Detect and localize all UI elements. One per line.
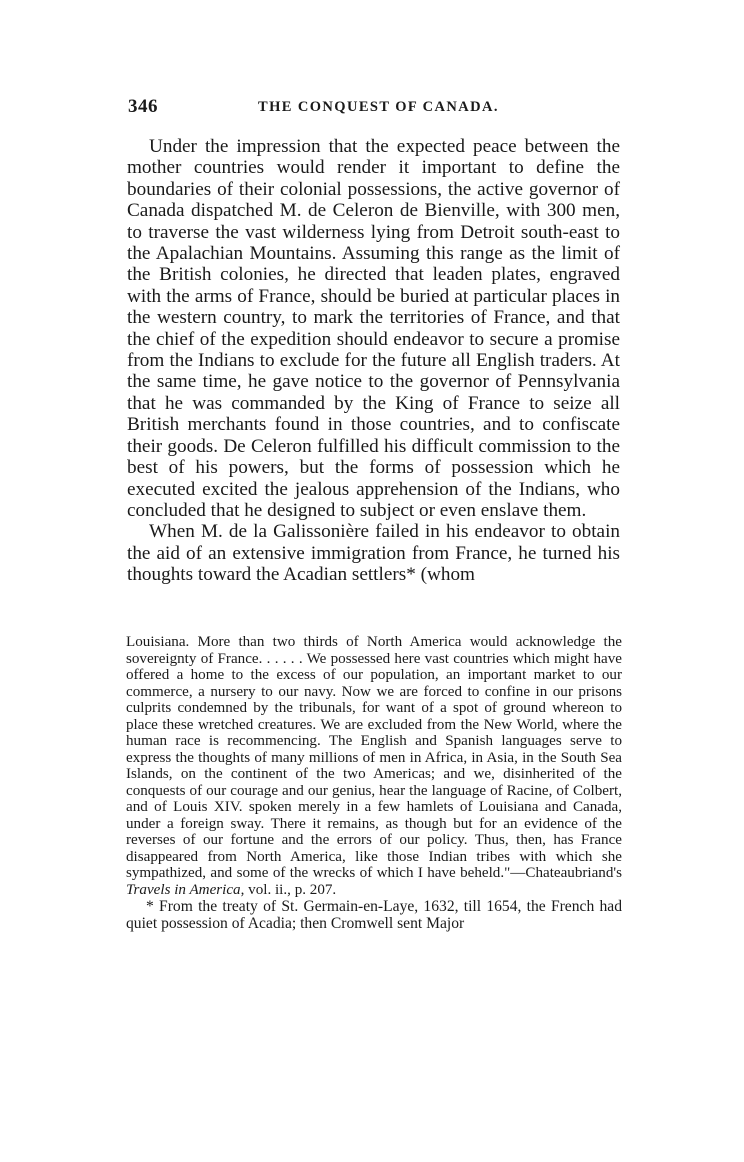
footnote-citation-rest: , vol. ii., p. 207.: [240, 881, 337, 898]
footnote-citation-title: Travels in America: [126, 881, 241, 898]
body-paragraph-1: Under the impression that the expected peace between the mother countries would render it important to define the boundaries of their colonial possessions, the active governor of Canada dispatched M. de Celeron de Bienville, with 300 men, to traverse the vast wilderness lying from Detroit south-east to the Apalachian Mountains. Assuming this range as the limit of the British colonies, he directed that leaden plates, engraved with the arms of France, should be buried at particular places in the western country, to mark the territories of France, and that the chief of the expedition should endeavor to secure a promise from the Indians to exclude for the future all English traders. At the same time, he gave notice to the governor of Pennsylvania that he was commanded by the King of France to seize all British merchants found in those countries, and to confiscate their goods. De Celeron fulfilled his difficult commission to the best of his powers, but the forms of possession which he executed excited the jealous apprehension of the Indians, who concluded that he designed to subject or even enslave them.: [127, 136, 620, 521]
running-title: THE CONQUEST OF CANADA.: [258, 99, 499, 115]
footnote-star: * From the treaty of St. Germain-en-Laye, 1632, till 1654, the French had quiet possession of Acadia; then Cromwell sent Major: [126, 898, 622, 932]
footnote-continued-text: Louisiana. More than two thirds of North America would acknowledge the sovereignty of France. . . . . . We possessed here vast countries which might have offered a home to the excess of our population, an important market to our commerce, a nursery to our navy. Now we are forced to confine in our prisons culprits condemned by the tribunals, for want of a spot of ground whereon to place these wretched creatures. We are excluded from the New World, where the human race is recommencing. The English and Spanish languages serve to express the thoughts of many millions of men in Africa, in Asia, in the South Sea Islands, on the continent of the two Americas; and we, disinherited of the conquests of our courage and our genius, hear the language of Racine, of Colbert, and of Louis XIV. spoken merely in a few hamlets of Louisiana and Canada, under a foreign sway. There it remains, as though but for an evidence of the reverses of our fortune and the errors of our policy. Thus, then, has France disappeared from North America, like those Indian tribes with which she sympathized, and some of the wrecks of which I have beheld."—Chateaubriand's: [126, 634, 622, 881]
footnotes: [126, 634, 622, 932]
main-text: [127, 136, 620, 586]
body-paragraph-2: When M. de la Galissonière failed in his endeavor to obtain the aid of an extensive immigration from France, he turned his thoughts toward the Acadian settlers* (whom: [127, 521, 620, 586]
page-number: 346: [128, 96, 158, 117]
footnote-continued: [126, 634, 622, 898]
page-header: [128, 96, 620, 120]
